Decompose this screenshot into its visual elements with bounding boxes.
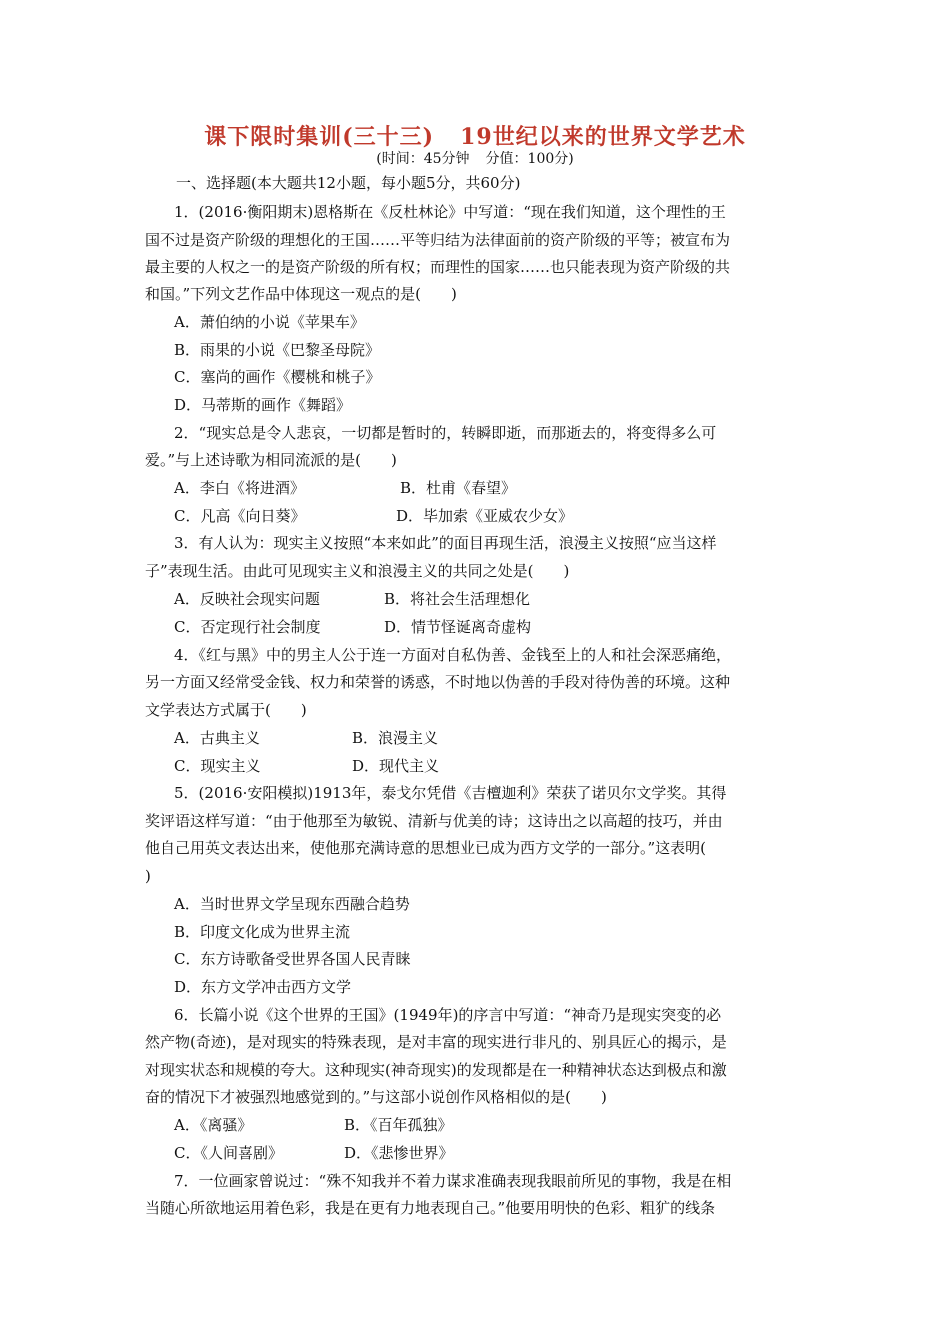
q5-option-c: C．东方诗歌备受世界各国人民青睐 bbox=[174, 950, 411, 968]
q5-line-1: 5．(2016·安阳模拟)1913年，泰戈尔凭借《吉檀迦利》荣获了诺贝尔文学奖。其得 bbox=[174, 784, 727, 802]
q1-option-a: A．萧伯纳的小说《苹果车》 bbox=[174, 313, 365, 331]
q2-line-1: 2．“现实总是令人悲哀，一切都是暂时的，转瞬即逝，而那逝去的，将变得多么可 bbox=[174, 424, 717, 442]
q1-line-3: 最主要的人权之一的是资产阶级的所有权；而理性的国家……也只能表现为资产阶级的共 bbox=[145, 258, 731, 276]
q6-option-d: D．《悲惨世界》 bbox=[344, 1144, 454, 1162]
q4-line-3: 文学表达方式属于( ) bbox=[145, 701, 307, 719]
q4-option-d: D．现代主义 bbox=[352, 757, 440, 775]
title-part-2: 19世纪以来的世界文学艺术 bbox=[460, 124, 746, 150]
section-heading: 一、选择题(本大题共12小题，每小题5分，共60分) bbox=[176, 174, 521, 192]
q1-option-b: B．雨果的小说《巴黎圣母院》 bbox=[174, 341, 381, 359]
q5-option-d: D．东方文学冲击西方文学 bbox=[174, 978, 352, 996]
q3-option-c: C．否定现行社会制度 bbox=[174, 618, 321, 636]
q2-option-b: B．杜甫《春望》 bbox=[400, 479, 517, 497]
q6-option-c: C．《人间喜剧》 bbox=[174, 1144, 283, 1162]
q6-option-b: B．《百年孤独》 bbox=[344, 1116, 453, 1134]
q6-line-1: 6．长篇小说《这个世界的王国》(1949年)的序言中写道：“神奇乃是现实突变的必 bbox=[174, 1006, 722, 1024]
q5-option-a: A．当时世界文学呈现东西融合趋势 bbox=[174, 895, 410, 913]
q5-line-4: ) bbox=[145, 867, 151, 885]
q4-line-1: 4．《红与黑》中的男主人公于连一方面对自私伪善、金钱至上的人和社会深恶痛绝， bbox=[174, 646, 732, 664]
subtitle-time: (时间：45分钟 bbox=[376, 151, 470, 167]
q7-line-1: 7．一位画家曾说过：“殊不知我并不着力谋求准确表现我眼前所见的事物，我是在相 bbox=[174, 1172, 732, 1190]
q4-line-2: 另一方面又经常受金钱、权力和荣誉的诱惑，不时地以伪善的手段对待伪善的环境。这种 bbox=[145, 673, 731, 691]
q5-line-3: 他自己用英文表达出来，使他那充满诗意的思想业已成为西方文学的一部分。”这表明( bbox=[145, 839, 707, 857]
q6-line-3: 对现实状态和规模的夸大。这种现实(神奇现实)的发现都是在一种精神状态达到极点和激 bbox=[145, 1061, 727, 1079]
q4-option-b: B．浪漫主义 bbox=[352, 729, 439, 747]
q3-option-a: A．反映社会现实问题 bbox=[174, 590, 320, 608]
q1-line-1: 1．(2016·衡阳期末)恩格斯在《反杜林论》中写道：“现在我们知道，这个理性的王 bbox=[174, 203, 726, 221]
q2-line-2: 爱。”与上述诗歌为相同流派的是( ) bbox=[145, 451, 397, 469]
q5-option-b: B．印度文化成为世界主流 bbox=[174, 923, 351, 941]
q1-option-d: D．马蒂斯的画作《舞蹈》 bbox=[174, 396, 352, 414]
q6-line-2: 然产物(奇迹)，是对现实的特殊表现，是对丰富的现实进行非凡的、别具匠心的揭示，是 bbox=[145, 1033, 727, 1051]
q3-option-b: B．将社会生活理想化 bbox=[384, 590, 531, 608]
q3-line-2: 子”表现生活。由此可见现实主义和浪漫主义的共同之处是( ) bbox=[145, 562, 570, 580]
q3-line-1: 3．有人认为：现实主义按照“本来如此”的面目再现生活，浪漫主义按照“应当这样 bbox=[174, 534, 717, 552]
q2-option-d: D．毕加索《亚威农少女》 bbox=[396, 507, 574, 525]
page-subtitle bbox=[0, 148, 950, 168]
q4-option-a: A．古典主义 bbox=[174, 729, 260, 747]
q1-line-2: 国不过是资产阶级的理想化的王国……平等归结为法律面前的资产阶级的平等；被宣布为 bbox=[145, 231, 731, 249]
subtitle-score: 分值：100分) bbox=[485, 151, 574, 167]
title-part-1: 课下限时集训(三十三) bbox=[204, 124, 435, 150]
q2-option-a: A．李白《将进酒》 bbox=[174, 479, 305, 497]
q3-option-d: D．情节怪诞离奇虚构 bbox=[384, 618, 532, 636]
page-title bbox=[0, 120, 950, 151]
q4-option-c: C．现实主义 bbox=[174, 757, 261, 775]
q7-line-2: 当随心所欲地运用着色彩，我是在更有力地表现自己。”他要用明快的色彩、粗犷的线条 bbox=[145, 1199, 716, 1217]
q6-option-a: A．《离骚》 bbox=[174, 1116, 253, 1134]
q6-line-4: 奋的情况下才被强烈地感觉到的。”与这部小说创作风格相似的是( ) bbox=[145, 1088, 607, 1106]
q1-option-c: C．塞尚的画作《樱桃和桃子》 bbox=[174, 368, 381, 386]
q5-line-2: 奖评语这样写道：“由于他那至为敏锐、清新与优美的诗；这诗出之以高超的技巧，并由 bbox=[145, 812, 723, 830]
q2-option-c: C．凡高《向日葵》 bbox=[174, 507, 306, 525]
q1-line-4: 和国。”下列文艺作品中体现这一观点的是( ) bbox=[145, 285, 457, 303]
